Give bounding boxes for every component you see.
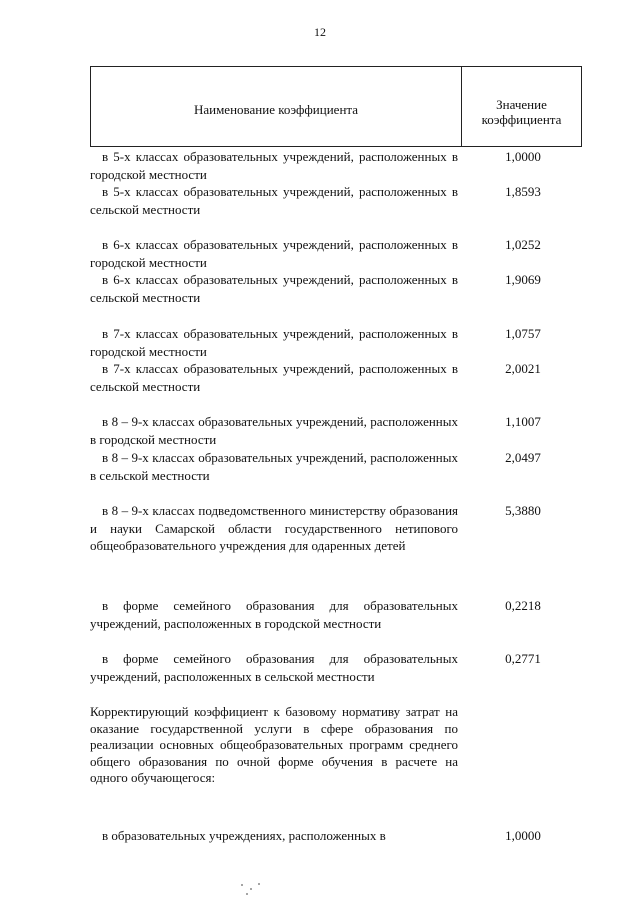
table-header [90, 66, 582, 147]
row-value: 2,0497 [505, 450, 541, 465]
row-label: в форме семейного образования для образовательных учреждений, расположенных в сельской местности [90, 651, 458, 684]
page-number: 12 [314, 25, 326, 39]
scan-speck [258, 883, 260, 885]
row-value: 1,1007 [505, 414, 541, 429]
row-label: в 6-х классах образовательных учреждений, расположенных в сельской местности [90, 272, 458, 305]
row-value: 1,0000 [505, 149, 541, 164]
row-label: в 8 – 9-х классах подведомственного министерству образования и науки Самарской области государственного нетипового общеобразовательного учреждения для одаренных детей [90, 503, 458, 553]
row-label: в 7-х классах образовательных учреждений, расположенных в городской местности [90, 326, 458, 359]
row-label: в 8 – 9-х классах образовательных учреждений, расположенных в сельской местности [90, 450, 458, 483]
row-label: в 6-х классах образовательных учреждений, расположенных в городской местности [90, 237, 458, 270]
row-label: в форме семейного образования для образовательных учреждений, расположенных в городской местности [90, 598, 458, 631]
row-label: в 8 – 9-х классах образовательных учреждений, расположенных в городской местности [90, 414, 458, 447]
row-value: 1,9069 [505, 272, 541, 287]
header-name-column: Наименование коэффициента [91, 67, 462, 146]
scan-speck [241, 884, 243, 886]
row-label: в 5-х классах образовательных учреждений, расположенных в сельской местности [90, 184, 458, 217]
coefficient-description: Корректирующий коэффициент к базовому нормативу затрат на оказание государственной услуги в сфере образования по реализации основных общеобразовательных программ среднего общего образования по очной форме обучения в расчете на одного обучающегося: [90, 704, 458, 785]
row-value: 0,2218 [505, 598, 541, 613]
header-value-column [462, 67, 581, 146]
row-value: 2,0021 [505, 361, 541, 376]
header-value-line1: Значение [496, 96, 547, 112]
scan-speck [250, 888, 252, 890]
row-label: в образовательных учреждениях, расположенных в [102, 828, 386, 843]
header-value-line2: коэффициента [481, 111, 562, 127]
row-value: 1,8593 [505, 184, 541, 199]
row-label: в 7-х классах образовательных учреждений, расположенных в сельской местности [90, 361, 458, 394]
row-value: 0,2771 [505, 651, 541, 666]
row-value: 1,0252 [505, 237, 541, 252]
row-value: 1,0000 [505, 828, 541, 843]
row-label: в 5-х классах образовательных учреждений, расположенных в городской местности [90, 149, 458, 182]
row-value: 1,0757 [505, 326, 541, 341]
scan-speck [246, 893, 248, 895]
row-value: 5,3880 [505, 503, 541, 518]
